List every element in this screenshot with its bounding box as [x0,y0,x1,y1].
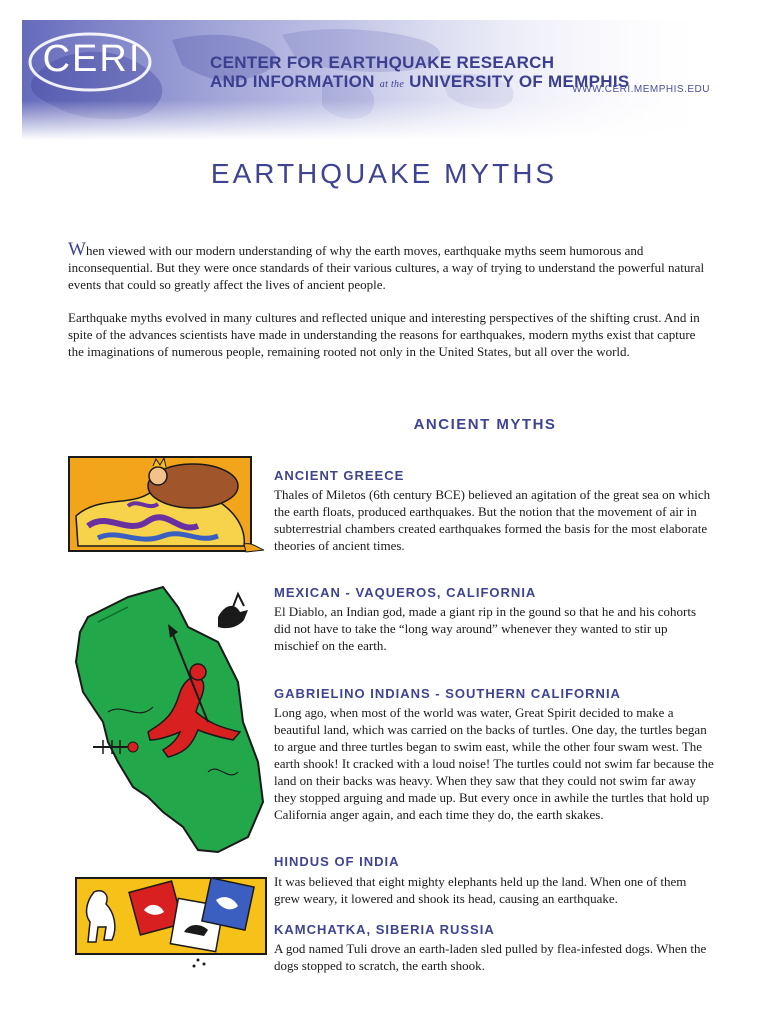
myth-body-hindus: It was believed that eight mighty elephants held up the land. When one of them grew weary, it lowered and shook its head, causing an earthquake. [274,874,687,906]
myth-heading-gabrielino: GABRIELINO INDIANS - SOUTHERN CALIFORNIA [274,686,621,701]
org-name-line1: CENTER FOR EARTHQUAKE RESEARCH [210,53,555,72]
myth-body-vaqueros: El Diablo, an Indian god, made a giant rip in the gound so that he and his cohorts did not have to take the “long way around” whenever they wanted to stir up mischief on the earth. [274,604,697,653]
org-name-line2-part2: UNIVERSITY OF MEMPHIS [409,72,630,91]
myth-heading-greece: ANCIENT GREECE [274,468,405,483]
org-name-line2 [210,72,630,92]
myth-heading-vaqueros: MEXICAN - VAQUEROS, CALIFORNIA [274,585,537,600]
india-siberia-illustration [74,872,270,972]
myth-body-greece: Thales of Miletos (6th century BCE) believed an agitation of the great sea on which the earth floats, produced earthquakes. But the notion that the movement of air in subterrestrial chambers created earthquakes formed the basis for the most elaborate theories of ancient times. [274,487,711,553]
myth-body-gabrielino: Long ago, when most of the world was water, Great Spirit decided to make a beautiful land, which was carried on the backs of turtles. One day, the turtles began to argue and three turtles began to swim east, while the other four swam west. The earth shook! It cracked with a loud noise! The turtles could not swim far because the land on their backs was heavy. When they saw that they could not swim far away they stopped arguing and made up. But every once in awhile the turtles that hold up California anger again, and each time they do, the earth skakes. [274,705,714,822]
org-name-at: at the [379,79,405,90]
drop-cap: W [68,239,86,260]
intro-paragraph-1 [68,241,708,293]
myth-heading-kamchatka: KAMCHATKA, SIBERIA RUSSIA [274,922,495,937]
org-name-line2-part1: AND INFORMATION [210,72,375,91]
intro-paragraph-2: Earthquake myths evolved in many cultures and reflected unique and interesting perspectives of the shifting crust. And in spite of the advances scientists have made in understanding the reasons for earthquakes, modern myths exist that capture the imaginations of numerous people, remaining rooted not only in the United States, but all over the world. [68,310,700,359]
greece-illustration [68,456,268,556]
page-title: EARTHQUAKE MYTHS [210,158,558,189]
intro-paragraph-1-text: hen viewed with our modern understanding of why the earth moves, earthquake myths seem humorous and inconsequential. But they were once standards of their various cultures, a way of trying to understand the powerful natural events that could so greatly affect the lives of ancient people. [68,243,705,292]
section-title: ANCIENT MYTHS [413,416,557,433]
myth-heading-hindus: HINDUS OF INDIA [274,854,400,869]
header-banner [22,20,722,140]
california-illustration [68,572,268,872]
myth-body-kamchatka: A god named Tuli drove an earth-laden sled pulled by flea-infested dogs. When the dogs stopped to scratch, the earth shook. [274,941,707,973]
ceri-logo: CERI [42,38,142,80]
website-url[interactable]: WWW.CERI.MEMPHIS.EDU [572,84,710,95]
